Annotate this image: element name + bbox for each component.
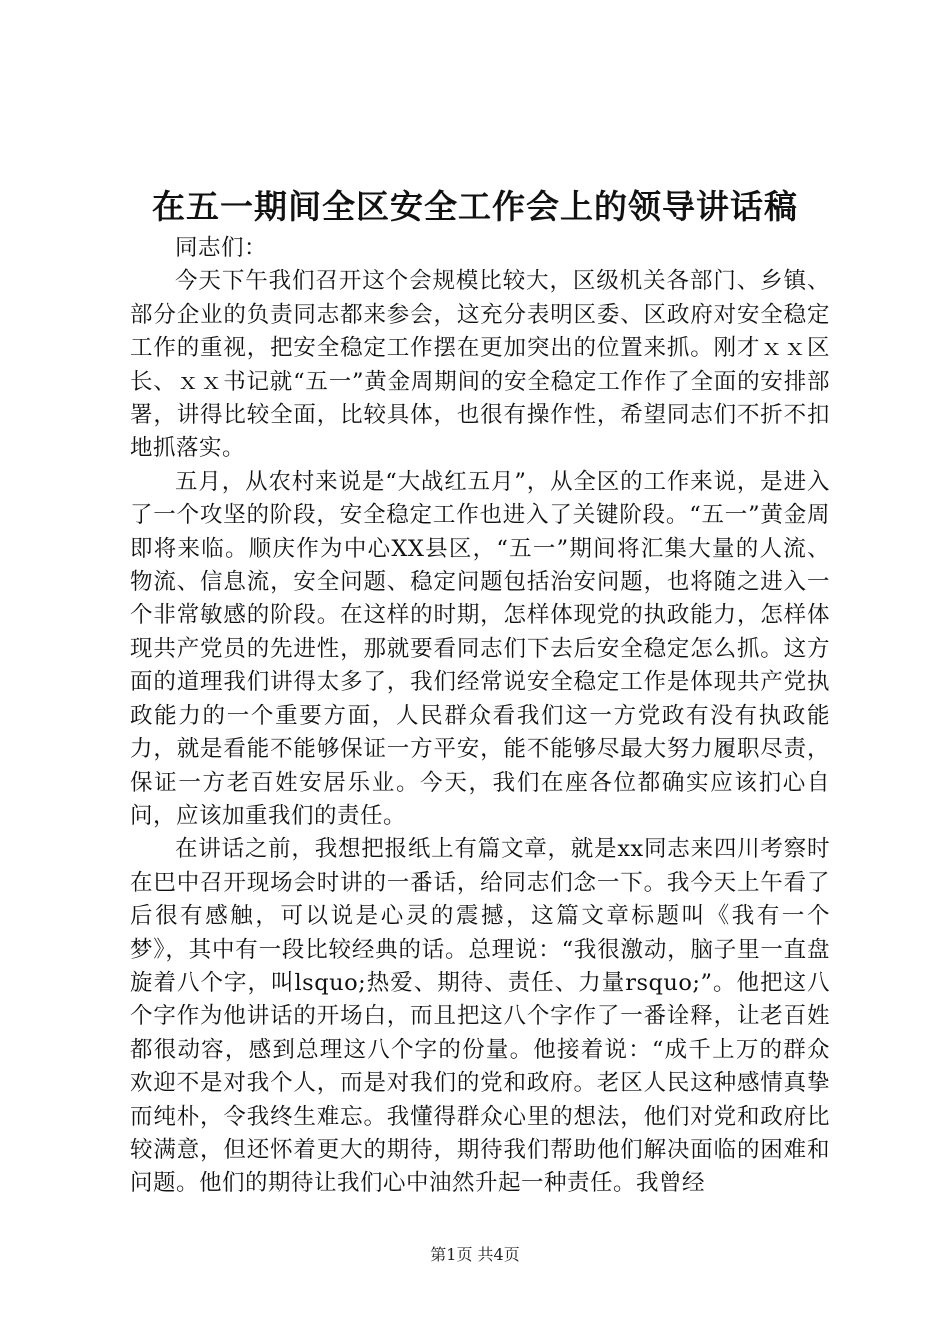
body-paragraph: 今天下午我们召开这个会规模比较大，区级机关各部门、乡镇、部分企业的负责同志都来参会，这充分表明区委、区政府对安全稳定工作的重视，把安全稳定工作摆在更加突出的位置来抓。刚才ｘｘ区长、ｘｘ书记就“五一”黄金周期间的安全稳定工作作了全面的安排部署，讲得比较全面，比较具体，也很有操作性，希望同志们不折不扣地抓落实。 [130, 268, 830, 462]
body-paragraph: 五月，从农村来说是“大战红五月”，从全区的工作来说，是进入了一个攻坚的阶段，安全稳定工作也进入了关键阶段。“五一”黄金周即将来临。顺庆作为中心XX县区，“五一”期间将汇集大量的人流、物流、信息流，安全问题、稳定问题包括治安问题，也将随之进入一个非常敏感的阶段。在这样的时期，怎样体现党的执政能力，怎样体现共产党员的先进性，那就要看同志们下去后安全稳定怎么抓。这方面的道理我们讲得太多了，我们经常说安全稳定工作是体现共产党执政能力的一个重要方面，人民群众看我们这一方党政有没有执政能力，就是看能不能够保证一方平安，能不能够尽最大努力履职尽责，保证一方老百姓安居乐业。今天，我们在座各位都确实应该扪心自问，应该加重我们的责任。 [130, 468, 830, 829]
document-title: 在五一期间全区安全工作会上的领导讲话稿 [152, 187, 798, 226]
page-footer [0, 1243, 950, 1267]
salutation: 同志们： [175, 235, 268, 261]
body-paragraph: 在讲话之前，我想把报纸上有篇文章，就是xx同志来四川考察时在巴中召开现场会时讲的一番话，给同志们念一下。我今天上午看了后很有感触，可以说是心灵的震撼，这篇文章标题叫《我有一个梦》，其中有一段比较经典的话。总理说：“我很激动，脑子里一直盘旋着八个字，叫lsquo;热爱、期待、责任、力量rsquo;”。他把这八个字作为他讲话的开场白，而且把这八个字作了一番诠释，让老百姓都很动容，感到总理这八个字的份量。他接着说：“成千上万的群众欢迎不是对我个人，而是对我们的党和政府。老区人民这种感情真挚而纯朴，令我终生难忘。我懂得群众心里的想法，他们对党和政府比较满意，但还怀着更大的期待，期待我们帮助他们解决面临的困难和问题。他们的期待让我们心中油然升起一种责任。我曾经 [130, 836, 830, 1197]
page-number-indicator: 第1页 共4页 [430, 1245, 520, 1264]
document-body [130, 232, 830, 1201]
